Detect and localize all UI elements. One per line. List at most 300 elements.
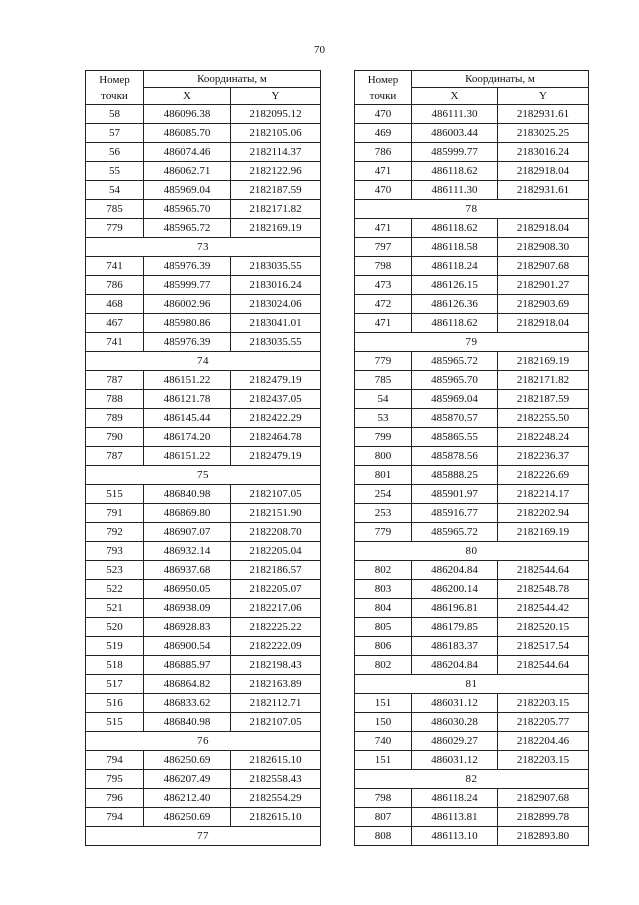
point-number-cell: 55 [86, 162, 144, 181]
table-row [86, 371, 321, 390]
y-coordinate-cell: 2182214.17 [498, 485, 589, 504]
table-row [86, 618, 321, 637]
x-coordinate-cell: 486950.05 [144, 580, 231, 599]
x-coordinate-cell: 486118.62 [412, 314, 498, 333]
table-body-right [355, 105, 589, 846]
table-row [86, 808, 321, 827]
section-number: 81 [355, 675, 589, 694]
section-row [355, 542, 589, 561]
table-row [86, 124, 321, 143]
point-number-cell: 807 [355, 808, 412, 827]
table-row [86, 523, 321, 542]
x-coordinate-cell: 485916.77 [412, 504, 498, 523]
y-coordinate-cell: 2183024.06 [231, 295, 321, 314]
table-row [86, 219, 321, 238]
point-number-cell: 792 [86, 523, 144, 542]
point-number-cell: 798 [355, 789, 412, 808]
point-number-cell: 56 [86, 143, 144, 162]
y-coordinate-cell: 2182187.59 [498, 390, 589, 409]
table-row [86, 675, 321, 694]
y-coordinate-cell: 2182112.71 [231, 694, 321, 713]
x-coordinate-cell: 486196.81 [412, 599, 498, 618]
point-number-header-line-2: точки [369, 89, 397, 102]
coordinates-table-right [354, 70, 589, 846]
y-coordinate-cell: 2182931.61 [498, 181, 589, 200]
table-row [86, 143, 321, 162]
table-row [355, 162, 589, 181]
x-coordinate-cell: 485969.04 [144, 181, 231, 200]
point-number-cell: 796 [86, 789, 144, 808]
y-coordinate-cell: 2182105.06 [231, 124, 321, 143]
x-coordinate-cell: 486031.12 [412, 751, 498, 770]
x-coordinate-cell: 485965.72 [412, 352, 498, 371]
section-number: 78 [355, 200, 589, 219]
x-coordinate-cell: 486031.12 [412, 694, 498, 713]
table-row [355, 428, 589, 447]
table-row [86, 447, 321, 466]
y-coordinate-cell: 2182236.37 [498, 447, 589, 466]
x-coordinate-cell: 486096.38 [144, 105, 231, 124]
x-coordinate-cell: 485969.04 [412, 390, 498, 409]
x-coordinate-cell: 485965.70 [412, 371, 498, 390]
x-coordinate-cell: 486250.69 [144, 808, 231, 827]
y-header: Y [498, 88, 589, 105]
x-coordinate-cell: 486062.71 [144, 162, 231, 181]
table-row [355, 409, 589, 428]
x-coordinate-cell: 486938.09 [144, 599, 231, 618]
table-row [355, 143, 589, 162]
table-row [355, 751, 589, 770]
y-coordinate-cell: 2182151.90 [231, 504, 321, 523]
y-coordinate-cell: 2182208.70 [231, 523, 321, 542]
section-number: 82 [355, 770, 589, 789]
x-coordinate-cell: 486869.80 [144, 504, 231, 523]
section-number: 80 [355, 542, 589, 561]
x-coordinate-cell: 486002.96 [144, 295, 231, 314]
table-row [86, 257, 321, 276]
x-coordinate-cell: 485965.72 [144, 219, 231, 238]
y-coordinate-cell: 2182520.15 [498, 618, 589, 637]
table-row [86, 181, 321, 200]
point-number-cell: 802 [355, 656, 412, 675]
point-number-cell: 57 [86, 124, 144, 143]
coordinates-table-left [85, 70, 321, 846]
table-row [355, 789, 589, 808]
y-coordinate-cell: 2182437.05 [231, 390, 321, 409]
point-number-cell: 521 [86, 599, 144, 618]
y-coordinate-cell: 2182169.19 [498, 523, 589, 542]
section-row [355, 200, 589, 219]
table-row [355, 219, 589, 238]
y-coordinate-cell: 2182931.61 [498, 105, 589, 124]
x-coordinate-cell: 486003.44 [412, 124, 498, 143]
x-coordinate-cell: 486864.82 [144, 675, 231, 694]
y-coordinate-cell: 2182226.69 [498, 466, 589, 485]
table-row [86, 485, 321, 504]
x-coordinate-cell: 486840.98 [144, 485, 231, 504]
table-row [86, 713, 321, 732]
table-row [355, 732, 589, 751]
table-row [86, 542, 321, 561]
y-coordinate-cell: 2182464.78 [231, 428, 321, 447]
point-number-cell: 789 [86, 409, 144, 428]
x-coordinate-cell: 486111.30 [412, 181, 498, 200]
x-coordinate-cell: 486126.15 [412, 276, 498, 295]
y-coordinate-cell: 2182202.94 [498, 504, 589, 523]
point-number-cell: 470 [355, 105, 412, 124]
point-number-cell: 785 [86, 200, 144, 219]
table-row [355, 485, 589, 504]
table-row [355, 827, 589, 846]
y-coordinate-cell: 2182918.04 [498, 162, 589, 181]
point-number-cell: 150 [355, 713, 412, 732]
table-row [86, 561, 321, 580]
point-number-cell: 794 [86, 751, 144, 770]
y-coordinate-cell: 2182544.42 [498, 599, 589, 618]
y-coordinate-cell: 2182907.68 [498, 257, 589, 276]
y-coordinate-cell: 2182548.78 [498, 580, 589, 599]
section-row [355, 770, 589, 789]
x-coordinate-cell: 486118.24 [412, 789, 498, 808]
y-coordinate-cell: 2182169.19 [498, 352, 589, 371]
x-coordinate-cell: 486121.78 [144, 390, 231, 409]
point-number-cell: 523 [86, 561, 144, 580]
point-number-header [86, 71, 144, 105]
y-coordinate-cell: 2182517.54 [498, 637, 589, 656]
x-coordinate-cell: 486118.24 [412, 257, 498, 276]
section-row [86, 352, 321, 371]
y-coordinate-cell: 2182615.10 [231, 808, 321, 827]
section-row [86, 466, 321, 485]
point-number-cell: 469 [355, 124, 412, 143]
x-coordinate-cell: 486030.28 [412, 713, 498, 732]
section-row [86, 238, 321, 257]
point-number-cell: 54 [86, 181, 144, 200]
table-row [86, 105, 321, 124]
table-row [86, 637, 321, 656]
table-row [355, 561, 589, 580]
point-number-cell: 58 [86, 105, 144, 124]
x-coordinate-cell: 486900.54 [144, 637, 231, 656]
section-number: 79 [355, 333, 589, 352]
point-number-cell: 467 [86, 314, 144, 333]
table-row [355, 618, 589, 637]
x-coordinate-cell: 486179.85 [412, 618, 498, 637]
point-number-cell: 785 [355, 371, 412, 390]
section-number: 74 [86, 352, 321, 371]
table-row [86, 694, 321, 713]
point-number-cell: 806 [355, 637, 412, 656]
x-coordinate-cell: 485865.55 [412, 428, 498, 447]
x-coordinate-cell: 485976.39 [144, 333, 231, 352]
section-number: 77 [86, 827, 321, 846]
section-number: 76 [86, 732, 321, 751]
point-number-cell: 470 [355, 181, 412, 200]
table-row [355, 466, 589, 485]
x-coordinate-cell: 485878.56 [412, 447, 498, 466]
y-coordinate-cell: 2182918.04 [498, 219, 589, 238]
y-coordinate-cell: 2182544.64 [498, 656, 589, 675]
table-row [355, 295, 589, 314]
x-coordinate-cell: 485901.97 [412, 485, 498, 504]
x-coordinate-cell: 485999.77 [144, 276, 231, 295]
y-coordinate-cell: 2182217.06 [231, 599, 321, 618]
x-coordinate-cell: 486126.36 [412, 295, 498, 314]
point-number-cell: 151 [355, 694, 412, 713]
x-header: X [412, 88, 498, 105]
point-number-cell: 797 [355, 238, 412, 257]
section-row [86, 732, 321, 751]
x-coordinate-cell: 486932.14 [144, 542, 231, 561]
y-coordinate-cell: 2182205.07 [231, 580, 321, 599]
x-coordinate-cell: 486029.27 [412, 732, 498, 751]
table-row [355, 447, 589, 466]
table-body-left [86, 105, 321, 846]
y-coordinate-cell: 2182225.22 [231, 618, 321, 637]
y-header: Y [231, 88, 321, 105]
point-number-cell: 794 [86, 808, 144, 827]
x-coordinate-cell: 486204.84 [412, 656, 498, 675]
point-number-cell: 517 [86, 675, 144, 694]
y-coordinate-cell: 2182918.04 [498, 314, 589, 333]
y-coordinate-cell: 2183035.55 [231, 257, 321, 276]
y-coordinate-cell: 2182122.96 [231, 162, 321, 181]
y-coordinate-cell: 2182204.46 [498, 732, 589, 751]
point-number-cell: 786 [355, 143, 412, 162]
y-coordinate-cell: 2182901.27 [498, 276, 589, 295]
point-number-cell: 522 [86, 580, 144, 599]
y-coordinate-cell: 2182248.24 [498, 428, 589, 447]
point-number-cell: 793 [86, 542, 144, 561]
y-coordinate-cell: 2182171.82 [498, 371, 589, 390]
table-row [355, 371, 589, 390]
y-coordinate-cell: 2182114.37 [231, 143, 321, 162]
x-coordinate-cell: 486113.81 [412, 808, 498, 827]
y-coordinate-cell: 2182163.89 [231, 675, 321, 694]
table-row [355, 352, 589, 371]
point-number-cell: 254 [355, 485, 412, 504]
section-number: 73 [86, 238, 321, 257]
table-row [86, 751, 321, 770]
table-row [355, 504, 589, 523]
y-coordinate-cell: 2182893.80 [498, 827, 589, 846]
x-coordinate-cell: 486833.62 [144, 694, 231, 713]
y-coordinate-cell: 2182479.19 [231, 371, 321, 390]
point-number-cell: 471 [355, 162, 412, 181]
y-coordinate-cell: 2182203.15 [498, 694, 589, 713]
point-number-cell: 54 [355, 390, 412, 409]
y-coordinate-cell: 2183016.24 [498, 143, 589, 162]
table-row [355, 656, 589, 675]
point-number-cell: 799 [355, 428, 412, 447]
point-number-cell: 786 [86, 276, 144, 295]
x-coordinate-cell: 486113.10 [412, 827, 498, 846]
point-number-cell: 805 [355, 618, 412, 637]
y-coordinate-cell: 2182095.12 [231, 105, 321, 124]
table-row [86, 428, 321, 447]
table-row [355, 580, 589, 599]
coordinates-header: Координаты, м [144, 71, 321, 88]
table-row [86, 656, 321, 675]
y-coordinate-cell: 2183025.25 [498, 124, 589, 143]
x-coordinate-cell: 486111.30 [412, 105, 498, 124]
table-row [86, 200, 321, 219]
table-row [86, 390, 321, 409]
x-coordinate-cell: 486118.58 [412, 238, 498, 257]
x-coordinate-cell: 486204.84 [412, 561, 498, 580]
x-coordinate-cell: 486118.62 [412, 162, 498, 181]
y-coordinate-cell: 2182558.43 [231, 770, 321, 789]
y-coordinate-cell: 2182171.82 [231, 200, 321, 219]
y-coordinate-cell: 2182186.57 [231, 561, 321, 580]
point-number-cell: 520 [86, 618, 144, 637]
y-coordinate-cell: 2182544.64 [498, 561, 589, 580]
y-coordinate-cell: 2182169.19 [231, 219, 321, 238]
y-coordinate-cell: 2182205.77 [498, 713, 589, 732]
point-number-cell: 788 [86, 390, 144, 409]
table-row [86, 333, 321, 352]
point-number-cell: 779 [86, 219, 144, 238]
point-number-cell: 800 [355, 447, 412, 466]
x-coordinate-cell: 486145.44 [144, 409, 231, 428]
point-number-header-line-1: Номер [367, 73, 399, 86]
x-coordinate-cell: 486151.22 [144, 371, 231, 390]
x-coordinate-cell: 485980.86 [144, 314, 231, 333]
table-row [86, 770, 321, 789]
point-number-cell: 472 [355, 295, 412, 314]
point-number-cell: 740 [355, 732, 412, 751]
x-coordinate-cell: 486250.69 [144, 751, 231, 770]
point-number-cell: 741 [86, 333, 144, 352]
point-number-cell: 253 [355, 504, 412, 523]
y-coordinate-cell: 2182899.78 [498, 808, 589, 827]
x-coordinate-cell: 486207.49 [144, 770, 231, 789]
table-row [355, 808, 589, 827]
point-number-cell: 801 [355, 466, 412, 485]
y-coordinate-cell: 2183041.01 [231, 314, 321, 333]
y-coordinate-cell: 2182198.43 [231, 656, 321, 675]
x-coordinate-cell: 486928.83 [144, 618, 231, 637]
x-coordinate-cell: 486118.62 [412, 219, 498, 238]
point-number-cell: 787 [86, 371, 144, 390]
table-row [86, 162, 321, 181]
x-coordinate-cell: 485965.72 [412, 523, 498, 542]
table-row [355, 713, 589, 732]
table-row [355, 314, 589, 333]
x-coordinate-cell: 485870.57 [412, 409, 498, 428]
x-coordinate-cell: 486840.98 [144, 713, 231, 732]
table-row [86, 276, 321, 295]
point-number-cell: 802 [355, 561, 412, 580]
page-number: 70 [314, 44, 325, 56]
point-number-cell: 779 [355, 352, 412, 371]
x-coordinate-cell: 485999.77 [412, 143, 498, 162]
x-coordinate-cell: 485888.25 [412, 466, 498, 485]
point-number-header-line-1: Номер [99, 73, 130, 86]
point-number-cell: 468 [86, 295, 144, 314]
section-number: 75 [86, 466, 321, 485]
table-row [355, 694, 589, 713]
point-number-cell: 519 [86, 637, 144, 656]
y-coordinate-cell: 2182107.05 [231, 713, 321, 732]
table-row [355, 390, 589, 409]
point-number-cell: 471 [355, 219, 412, 238]
x-coordinate-cell: 486151.22 [144, 447, 231, 466]
table-row [355, 637, 589, 656]
point-number-cell: 795 [86, 770, 144, 789]
table-row [355, 238, 589, 257]
point-number-cell: 518 [86, 656, 144, 675]
y-coordinate-cell: 2182205.04 [231, 542, 321, 561]
point-number-cell: 473 [355, 276, 412, 295]
x-coordinate-cell: 486085.70 [144, 124, 231, 143]
table-row [355, 599, 589, 618]
y-coordinate-cell: 2182203.15 [498, 751, 589, 770]
x-coordinate-cell: 485976.39 [144, 257, 231, 276]
point-number-cell: 515 [86, 713, 144, 732]
table-row [355, 257, 589, 276]
y-coordinate-cell: 2182255.50 [498, 409, 589, 428]
point-number-cell: 798 [355, 257, 412, 276]
table-row [355, 181, 589, 200]
table-row [86, 295, 321, 314]
table-row [86, 580, 321, 599]
point-number-cell: 791 [86, 504, 144, 523]
point-number-cell: 804 [355, 599, 412, 618]
point-number-cell: 779 [355, 523, 412, 542]
x-coordinate-cell: 486200.14 [412, 580, 498, 599]
point-number-cell: 741 [86, 257, 144, 276]
y-coordinate-cell: 2182479.19 [231, 447, 321, 466]
y-coordinate-cell: 2182907.68 [498, 789, 589, 808]
y-coordinate-cell: 2182422.29 [231, 409, 321, 428]
x-coordinate-cell: 486174.20 [144, 428, 231, 447]
y-coordinate-cell: 2182908.30 [498, 238, 589, 257]
y-coordinate-cell: 2182615.10 [231, 751, 321, 770]
table-row [86, 314, 321, 333]
point-number-cell: 471 [355, 314, 412, 333]
x-coordinate-cell: 485965.70 [144, 200, 231, 219]
point-number-cell: 808 [355, 827, 412, 846]
point-number-cell: 515 [86, 485, 144, 504]
point-number-cell: 803 [355, 580, 412, 599]
y-coordinate-cell: 2182187.59 [231, 181, 321, 200]
table-row [355, 523, 589, 542]
y-coordinate-cell: 2183035.55 [231, 333, 321, 352]
point-number-cell: 53 [355, 409, 412, 428]
point-number-header-line-2: точки [101, 89, 128, 102]
x-coordinate-cell: 486074.46 [144, 143, 231, 162]
point-number-cell: 790 [86, 428, 144, 447]
section-row [355, 333, 589, 352]
x-coordinate-cell: 486937.68 [144, 561, 231, 580]
y-coordinate-cell: 2182903.69 [498, 295, 589, 314]
x-coordinate-cell: 486183.37 [412, 637, 498, 656]
table-row [86, 789, 321, 808]
x-header: X [144, 88, 231, 105]
table-row [86, 599, 321, 618]
y-coordinate-cell: 2182107.05 [231, 485, 321, 504]
x-coordinate-cell: 486907.07 [144, 523, 231, 542]
point-number-cell: 787 [86, 447, 144, 466]
point-number-cell: 151 [355, 751, 412, 770]
y-coordinate-cell: 2182554.29 [231, 789, 321, 808]
section-row [86, 827, 321, 846]
table-row [86, 504, 321, 523]
point-number-header [355, 71, 412, 105]
coordinates-header: Координаты, м [412, 71, 589, 88]
point-number-cell: 516 [86, 694, 144, 713]
